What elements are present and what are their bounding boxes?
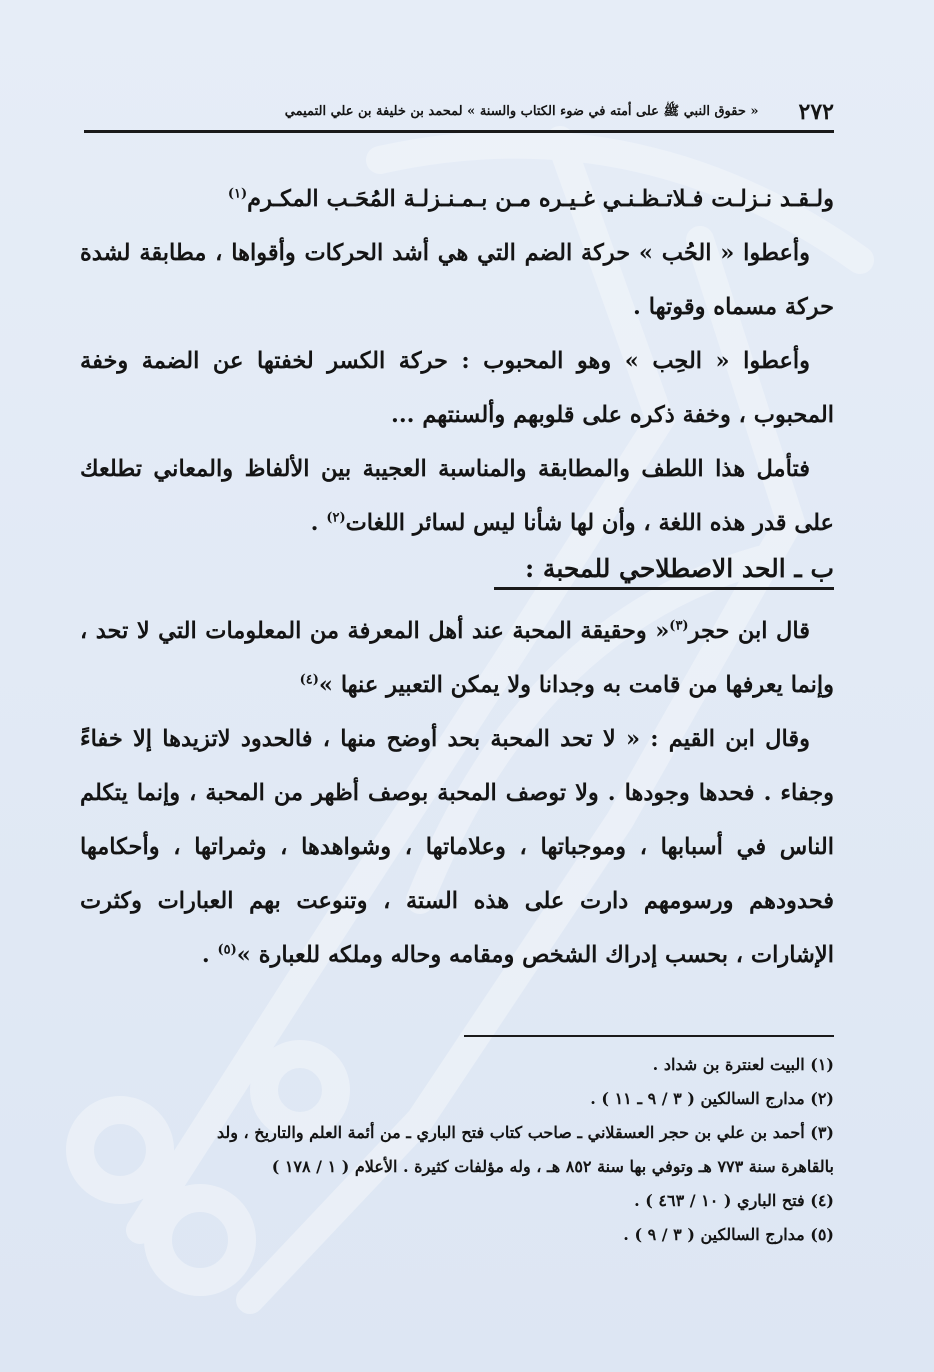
body-text-top (80, 172, 834, 550)
paragraph: فتأمل هذا اللطف والمطابقة والمناسبة العجيبة بين الألفاظ والمعاني تطلعك على قدر هذه اللغة ، وأن لها شأنا ليس لسائر اللغات$^{(٢)}$ . (80, 456, 834, 536)
footnote-ref[interactable]: (٣) (669, 618, 689, 634)
running-title: « حقوق النبي ﷺ على أمته في ضوء الكتاب والسنة » لمحمد بن خليفة بن علي التميمي (284, 103, 759, 119)
paragraph: قال ابن حجر$^{(٣)}$« وحقيقة المحبة عند أهل المعرفة من المعلومات التي لا تحد ، وإنما يعرفها من قامت به وجدانا ولا يمكن التعبير عنها »$^{(٤)}$ (80, 618, 834, 698)
paragraph: وأعطوا « الحِب » وهو المحبوب : حركة الكسر لخفتها عن الضمة وخفة المحبوب ، وخفة ذكره على قلوبهم وألسنتهم ... (80, 348, 834, 428)
page-number: ٢٧٢ (798, 99, 834, 125)
poem-verse: ولـقـد نـزلـت فـلاتـظـنـي غـيـره مـن بـمـنـزلـة المُحَـب المكـرم$^{(١)}$ (227, 186, 834, 212)
header-rule (84, 130, 834, 133)
section-heading: ب ـ الحد الاصطلاحي للمحبة : (494, 554, 834, 590)
paragraph: وأعطوا « الحُب » حركة الضم التي هي أشد الحركات وأقواها ، مطابقة لشدة حركة مسماه وقوتها . (80, 240, 834, 320)
footnote-ref[interactable]: (٤) (299, 672, 319, 688)
footnote: (٣) أحمد بن علي بن حجر العسقلاني ـ صاحب كتاب فتح الباري ـ من أئمة العلم والتاريخ ، ولد (216, 1123, 834, 1142)
body-text-bottom (80, 604, 834, 982)
footnote-continuation: بالقاهرة سنة ٧٧٣ هـ وتوفي بها سنة ٨٥٢ هـ ، وله مؤلفات كثيرة . الأعلام ( ١ / ١٧٨ ) (271, 1157, 834, 1176)
footnote-ref[interactable]: (١) (227, 186, 248, 202)
footnote-ref[interactable]: (٥) (217, 942, 237, 958)
footnote: (٤) فتح الباري ( ١٠ / ٤٦٣ ) . (634, 1191, 834, 1210)
paragraph: وقال ابن القيم : « لا تحد المحبة بحد أوضح منها ، فالحدود لاتزيدها إلا خفاءً وجفاء . فحدها وجودها . ولا توصف المحبة بوصف أظهر من المحبة ، وإنما يتكلم الناس في أسبابها ، وموجباتها ، وعلاماتها ، وشواهدها ، وثمراتها ، وأحكامها فحدودهم ورسومهم دارت على هذه الستة ، وتنوعت بهم العبارات وكثرت الإشارات ، بحسب إدراك الشخص ومقامه وحاله وملكه للعبارة »$^{(٥)}$ . (80, 726, 834, 968)
footnote: (٥) مدارج السالكين ( ٣ / ٩ ) . (623, 1225, 834, 1244)
footnotes (84, 1048, 834, 1252)
footnote: (١) البيت لعنترة بن شداد . (652, 1055, 834, 1074)
footnote-ref[interactable]: (٢) (326, 510, 346, 526)
running-header (84, 92, 834, 132)
footnote: (٢) مدارج السالكين ( ٣ / ٩ ـ ١١ ) . (590, 1089, 834, 1108)
footnote-rule (464, 1035, 834, 1037)
